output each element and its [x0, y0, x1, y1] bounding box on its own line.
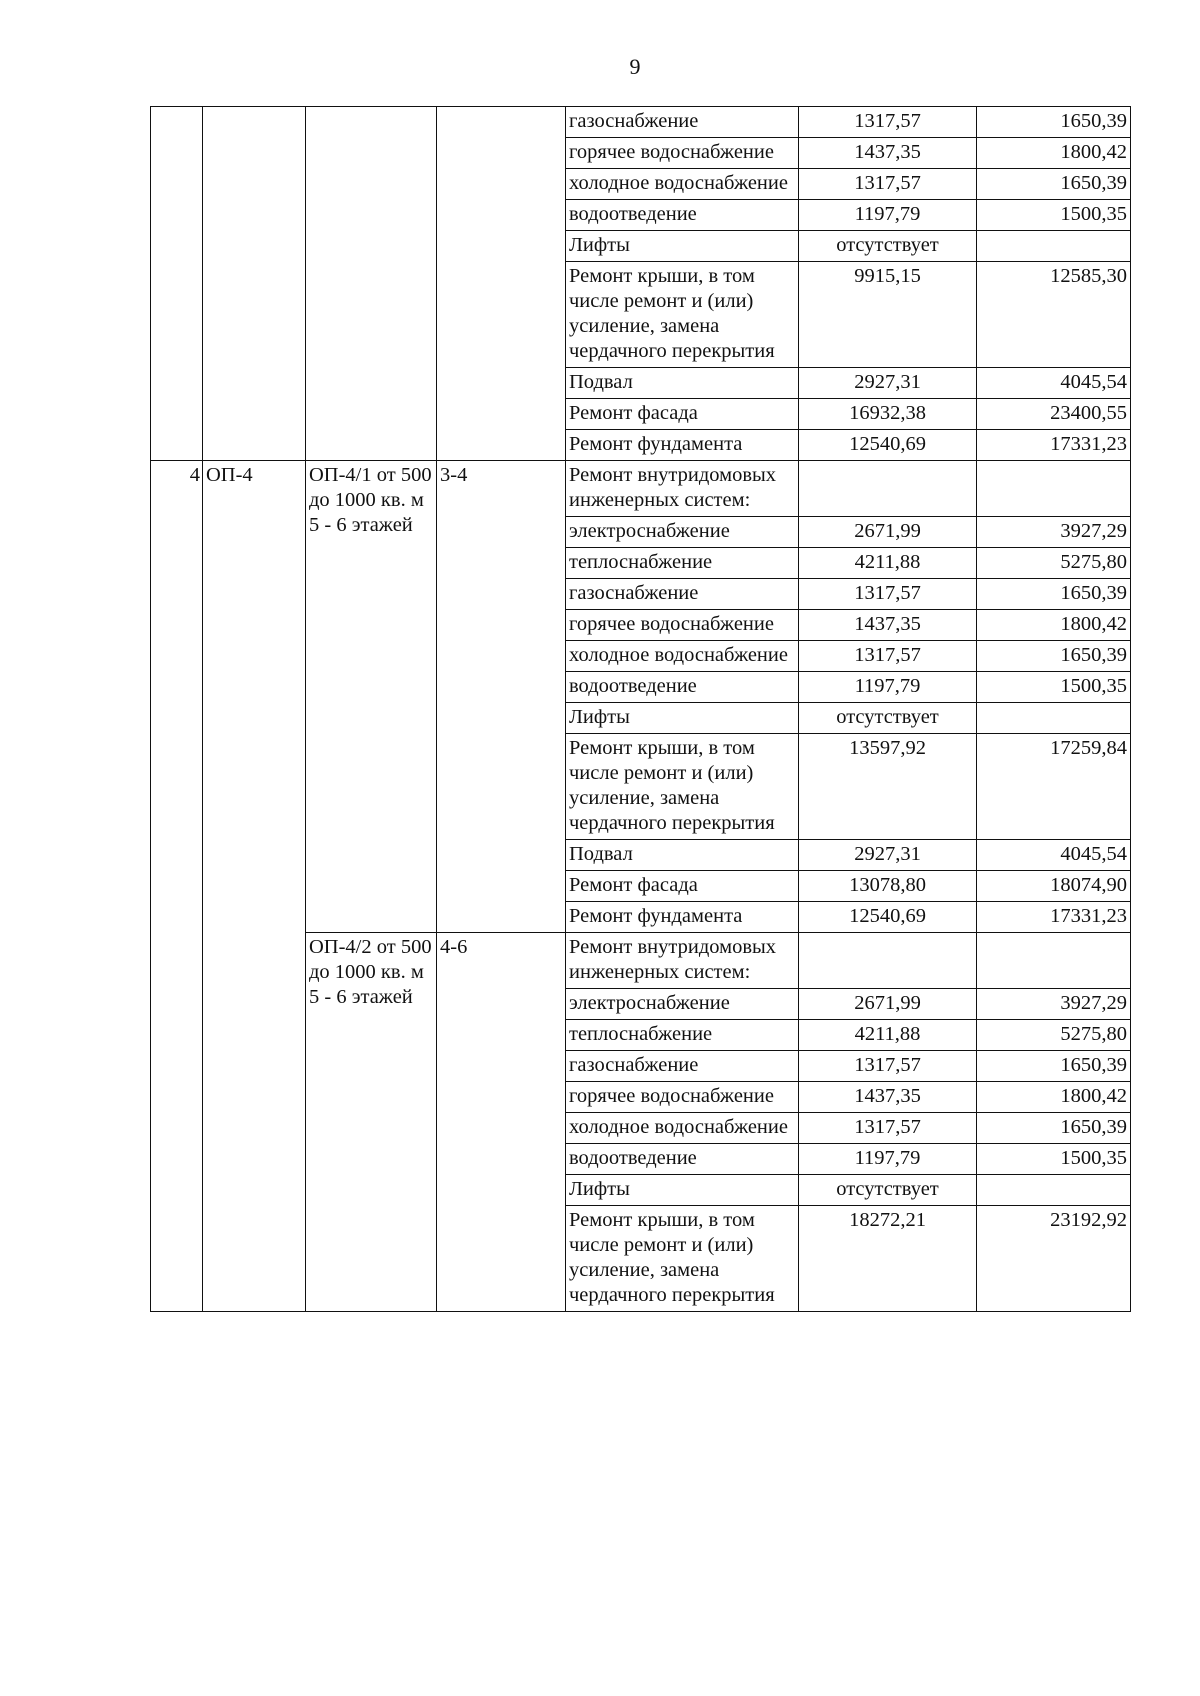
subgroup-label-cell	[306, 107, 437, 461]
min-cost-cell: 1317,57	[799, 641, 977, 672]
min-cost-cell: 13597,92	[799, 734, 977, 840]
work-type-cell: горячее водоснабжение	[566, 138, 799, 169]
max-cost-cell: 23192,92	[977, 1206, 1131, 1312]
max-cost-cell: 1650,39	[977, 641, 1131, 672]
group-number-cell	[151, 107, 203, 461]
min-cost-cell: 16932,38	[799, 399, 977, 430]
work-type-cell: Лифты	[566, 231, 799, 262]
min-cost-cell: 2927,31	[799, 840, 977, 871]
max-cost-cell: 1650,39	[977, 169, 1131, 200]
work-type-cell: Ремонт внутридомовых инженерных систем:	[566, 933, 799, 989]
group-code-cell: ОП-4	[203, 461, 306, 1312]
subgroup-label-cell: ОП-4/1 от 500 до 1000 кв. м 5 - 6 этажей	[306, 461, 437, 933]
work-type-cell: газоснабжение	[566, 579, 799, 610]
max-cost-cell: 1650,39	[977, 107, 1131, 138]
max-cost-cell: 17331,23	[977, 902, 1131, 933]
min-cost-cell: 12540,69	[799, 430, 977, 461]
group-code-cell	[203, 107, 306, 461]
max-cost-cell: 18074,90	[977, 871, 1131, 902]
group-number-cell: 4	[151, 461, 203, 1312]
min-cost-cell	[799, 933, 977, 989]
min-cost-cell: отсутствует	[799, 1175, 977, 1206]
min-cost-cell: 1317,57	[799, 579, 977, 610]
work-type-cell: теплоснабжение	[566, 1020, 799, 1051]
work-type-cell: Ремонт фундамента	[566, 902, 799, 933]
work-type-cell: электроснабжение	[566, 989, 799, 1020]
max-cost-cell: 1800,42	[977, 610, 1131, 641]
work-type-cell: Подвал	[566, 840, 799, 871]
max-cost-cell: 3927,29	[977, 517, 1131, 548]
work-type-cell: газоснабжение	[566, 1051, 799, 1082]
work-type-cell: водоотведение	[566, 672, 799, 703]
work-type-cell: Подвал	[566, 368, 799, 399]
min-cost-cell: 1437,35	[799, 1082, 977, 1113]
min-cost-cell: отсутствует	[799, 231, 977, 262]
max-cost-cell: 1800,42	[977, 1082, 1131, 1113]
max-cost-cell	[977, 461, 1131, 517]
range-cell	[437, 107, 566, 461]
cost-table-body	[151, 107, 1131, 1312]
min-cost-cell: 1437,35	[799, 138, 977, 169]
work-type-cell: водоотведение	[566, 1144, 799, 1175]
work-type-cell: горячее водоснабжение	[566, 610, 799, 641]
range-cell: 3-4	[437, 461, 566, 933]
min-cost-cell: 1317,57	[799, 1051, 977, 1082]
table-row	[151, 461, 1131, 517]
work-type-cell: электроснабжение	[566, 517, 799, 548]
work-type-cell: газоснабжение	[566, 107, 799, 138]
work-type-cell: Ремонт крыши, в том числе ремонт и (или) усиление, замена чердачного перекрытия	[566, 262, 799, 368]
max-cost-cell: 1500,35	[977, 200, 1131, 231]
work-type-cell: Ремонт фундамента	[566, 430, 799, 461]
work-type-cell: Ремонт фасада	[566, 399, 799, 430]
work-type-cell: Ремонт фасада	[566, 871, 799, 902]
max-cost-cell	[977, 1175, 1131, 1206]
max-cost-cell: 23400,55	[977, 399, 1131, 430]
max-cost-cell: 4045,54	[977, 368, 1131, 399]
max-cost-cell: 1650,39	[977, 1051, 1131, 1082]
work-type-cell: холодное водоснабжение	[566, 1113, 799, 1144]
max-cost-cell: 1500,35	[977, 672, 1131, 703]
min-cost-cell: отсутствует	[799, 703, 977, 734]
work-type-cell: холодное водоснабжение	[566, 641, 799, 672]
min-cost-cell: 2671,99	[799, 517, 977, 548]
min-cost-cell: 1317,57	[799, 169, 977, 200]
min-cost-cell: 2927,31	[799, 368, 977, 399]
max-cost-cell: 1650,39	[977, 1113, 1131, 1144]
min-cost-cell: 1317,57	[799, 1113, 977, 1144]
max-cost-cell: 5275,80	[977, 548, 1131, 579]
max-cost-cell: 12585,30	[977, 262, 1131, 368]
min-cost-cell: 1197,79	[799, 672, 977, 703]
work-type-cell: Ремонт крыши, в том числе ремонт и (или) усиление, замена чердачного перекрытия	[566, 734, 799, 840]
min-cost-cell: 13078,80	[799, 871, 977, 902]
max-cost-cell: 5275,80	[977, 1020, 1131, 1051]
min-cost-cell: 1197,79	[799, 200, 977, 231]
work-type-cell: горячее водоснабжение	[566, 1082, 799, 1113]
page-number: 9	[629, 54, 641, 79]
min-cost-cell: 1317,57	[799, 107, 977, 138]
max-cost-cell	[977, 231, 1131, 262]
max-cost-cell	[977, 703, 1131, 734]
work-type-cell: Ремонт внутридомовых инженерных систем:	[566, 461, 799, 517]
min-cost-cell: 2671,99	[799, 989, 977, 1020]
min-cost-cell: 4211,88	[799, 1020, 977, 1051]
max-cost-cell: 3927,29	[977, 989, 1131, 1020]
min-cost-cell	[799, 461, 977, 517]
table-row	[151, 107, 1131, 138]
work-type-cell: теплоснабжение	[566, 548, 799, 579]
subgroup-label-cell: ОП-4/2 от 500 до 1000 кв. м 5 - 6 этажей	[306, 933, 437, 1312]
work-type-cell: водоотведение	[566, 200, 799, 231]
cost-table	[150, 106, 1131, 1312]
min-cost-cell: 18272,21	[799, 1206, 977, 1312]
min-cost-cell: 1437,35	[799, 610, 977, 641]
max-cost-cell: 1800,42	[977, 138, 1131, 169]
max-cost-cell	[977, 933, 1131, 989]
min-cost-cell: 4211,88	[799, 548, 977, 579]
work-type-cell: Лифты	[566, 703, 799, 734]
max-cost-cell: 4045,54	[977, 840, 1131, 871]
max-cost-cell: 17331,23	[977, 430, 1131, 461]
max-cost-cell: 1500,35	[977, 1144, 1131, 1175]
min-cost-cell: 9915,15	[799, 262, 977, 368]
max-cost-cell: 17259,84	[977, 734, 1131, 840]
min-cost-cell: 12540,69	[799, 902, 977, 933]
range-cell: 4-6	[437, 933, 566, 1312]
min-cost-cell: 1197,79	[799, 1144, 977, 1175]
work-type-cell: Лифты	[566, 1175, 799, 1206]
work-type-cell: холодное водоснабжение	[566, 169, 799, 200]
work-type-cell: Ремонт крыши, в том числе ремонт и (или) усиление, замена чердачного перекрытия	[566, 1206, 799, 1312]
max-cost-cell: 1650,39	[977, 579, 1131, 610]
